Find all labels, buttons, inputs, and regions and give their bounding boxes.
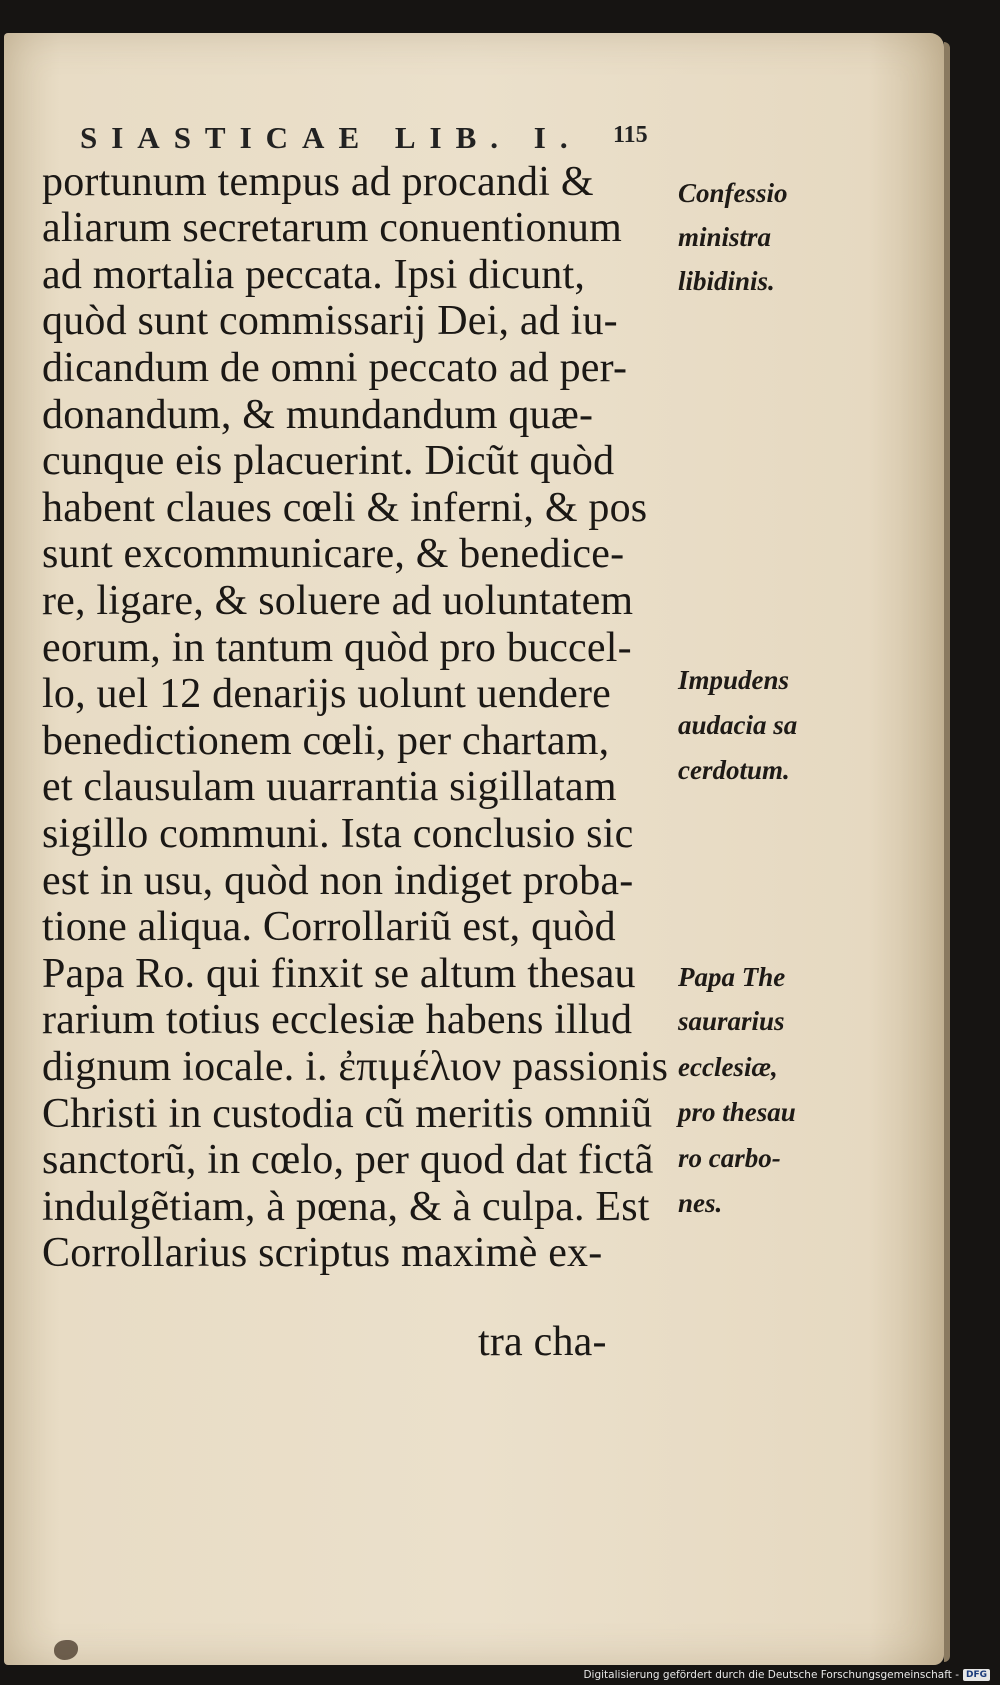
body-line: dicandum de omni peccato ad per- — [42, 345, 628, 391]
body-line: ad mortalia peccata. Ipsi dicunt, — [42, 252, 586, 298]
margin-note: Confessio — [678, 178, 788, 208]
body-line: sigillo communi. Ista conclusio sic — [42, 811, 634, 857]
digitization-footer — [583, 1669, 990, 1681]
margin-note: cerdotum. — [678, 755, 790, 785]
body-line: et clausulam uuarrantia sigillatam — [42, 764, 617, 810]
body-line: Christi in custodia cũ meritis omniũ — [42, 1091, 653, 1137]
body-line: Corrollarius scriptus maximè ex- — [42, 1230, 603, 1276]
body-line: portunum tempus ad procandi & — [42, 159, 594, 205]
margin-note: Impudens — [678, 665, 790, 695]
margin-note: ministra — [678, 222, 772, 252]
body-line: habent claues cœli & inferni, & pos — [42, 485, 648, 531]
running-head-title: SIASTICAE LIB. I. — [80, 120, 582, 155]
footer-text: Digitalisierung gefördert durch die Deutsche Forschungsgemeinschaft - — [583, 1669, 959, 1681]
running-head — [80, 120, 648, 156]
body-line: benedictionem cœli, per chartam, — [42, 718, 610, 764]
body-line: sanctorũ, in cœlo, per quod dat fictã — [42, 1137, 654, 1183]
body-line: quòd sunt commissarij Dei, ad iu- — [42, 298, 618, 344]
body-line: Papa Ro. qui finxit se altum thesau — [42, 951, 636, 997]
margin-note: ecclesiæ, — [678, 1052, 778, 1082]
margin-note: ro carbo- — [678, 1143, 781, 1173]
page-number: 115 — [613, 122, 648, 148]
body-line: rarium totius ecclesiæ habens illud — [42, 997, 633, 1043]
catchword: tra cha- — [478, 1319, 607, 1365]
body-line: cunque eis placuerint. Dicũt quòd — [42, 438, 615, 484]
body-line: tione aliqua. Corrollariũ est, quòd — [42, 904, 616, 950]
page-edge — [944, 42, 950, 1662]
margin-note: Papa The — [678, 962, 786, 992]
body-line: aliarum secretarum conuentionum — [42, 205, 622, 251]
dfg-logo: DFG — [963, 1669, 990, 1681]
margin-note: nes. — [678, 1188, 723, 1218]
margin-note: libidinis. — [678, 266, 775, 296]
body-line: eorum, in tantum quòd pro buccel- — [42, 625, 632, 671]
body-line: est in usu, quòd non indiget proba- — [42, 858, 634, 904]
margin-note: pro thesau — [678, 1097, 796, 1127]
margin-note: saurarius — [678, 1006, 785, 1036]
body-line: donandum, & mundandum quæ- — [42, 392, 594, 438]
body-line: dignum iocale. i. ἐπιμέλιον passionis — [42, 1044, 669, 1090]
body-line: sunt excommunicare, & benedice- — [42, 531, 625, 577]
body-line: lo, uel 12 denarijs uolunt uendere — [42, 671, 611, 717]
margin-note: audacia sa — [678, 710, 798, 740]
body-line: re, ligare, & soluere ad uoluntatem — [42, 578, 634, 624]
body-line: indulgẽtiam, à pœna, & à culpa. Est — [42, 1184, 650, 1230]
